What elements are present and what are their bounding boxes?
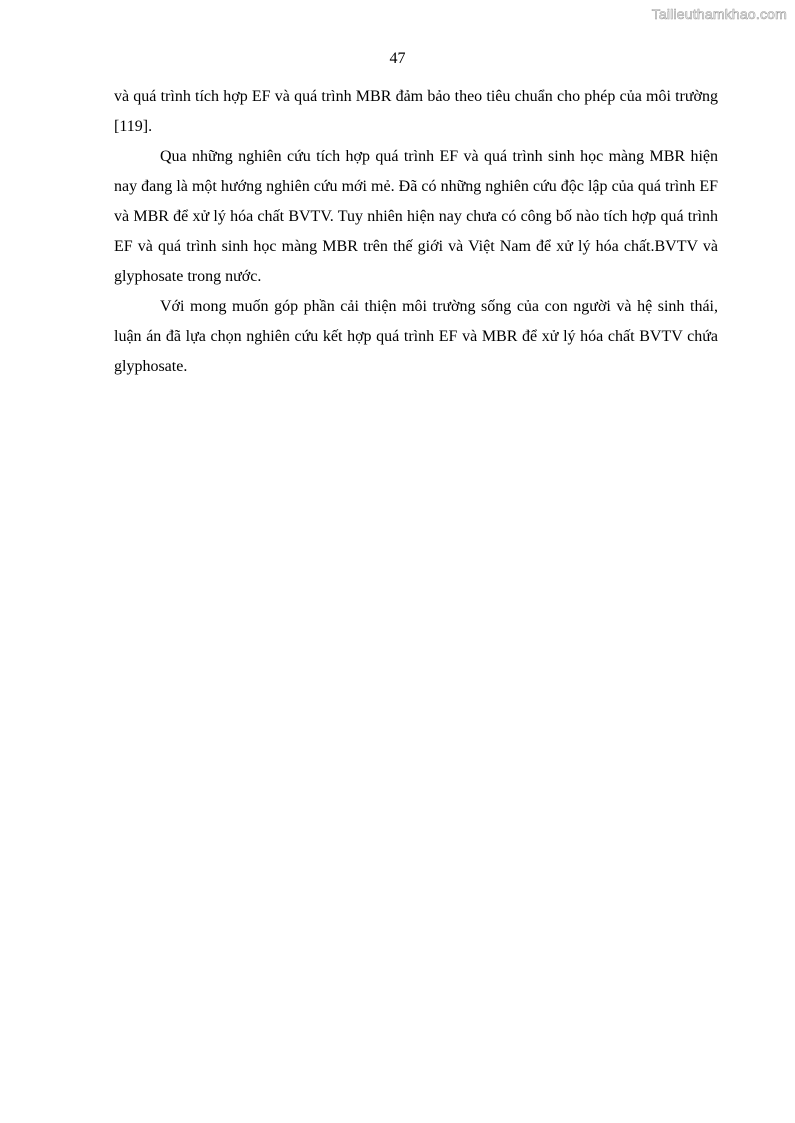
watermark-text: Tailieuthamkhao.com: [651, 6, 787, 22]
page-number: 47: [389, 50, 406, 67]
paragraph-thesis-aim: Với mong muốn góp phần cải thiện môi trường sống của con người và hệ sinh thái, luận án đã lựa chọn nghiên cứu kết hợp quá trình EF và MBR để xử lý hóa chất BVTV chứa glyphosate.: [114, 298, 718, 375]
document-body: [114, 82, 718, 382]
paragraph-continuation: và quá trình tích hợp EF và quá trình MBR đảm bảo theo tiêu chuẩn cho phép của môi trường [119].: [114, 88, 718, 135]
paragraph-ef-mbr-research: Qua những nghiên cứu tích hợp quá trình EF và quá trình sinh học màng MBR hiện nay đang là một hướng nghiên cứu mới mẻ. Đã có những nghiên cứu độc lập của quá trình EF và MBR để xử lý hóa chất BVTV. Tuy nhiên hiện nay chưa có công bố nào tích hợp quá trình EF và quá trình sinh học màng MBR trên thế giới và Việt Nam để xử lý hóa chất.BVTV và glyphosate trong nước.: [114, 148, 718, 285]
